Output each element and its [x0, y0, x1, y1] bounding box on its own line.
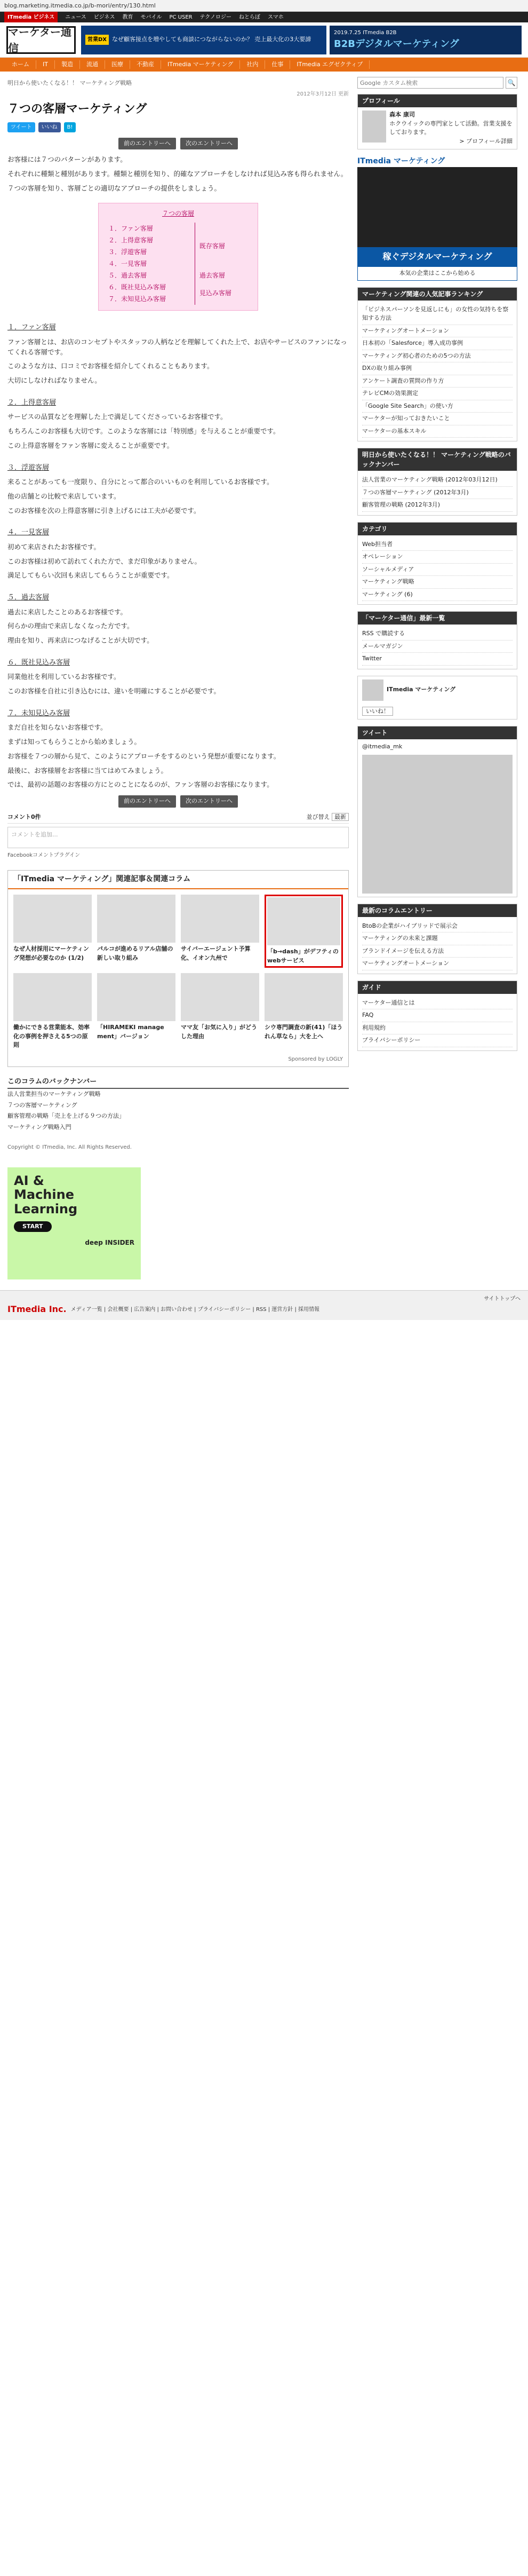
back-numbers [7, 1077, 349, 1133]
ad-line: Learning [14, 1201, 78, 1216]
nav-item[interactable]: ITmedia エグゼクティブ [290, 60, 370, 69]
guide-item[interactable]: マーケター通信とは [362, 997, 513, 1010]
related-thumb [181, 973, 259, 1021]
comment-plugin-label[interactable]: Facebookコメントプラグイン [7, 852, 81, 858]
breadcrumb[interactable] [7, 79, 349, 88]
ranking-item[interactable]: 「Google Site Search」の使い方 [362, 400, 513, 413]
tweet-image [362, 755, 513, 894]
ranking-box [357, 287, 517, 442]
topbar-item[interactable]: ねとらぼ [239, 14, 260, 20]
comments [7, 813, 349, 860]
related-card[interactable] [13, 895, 92, 968]
top-pager [7, 138, 349, 150]
related-card[interactable] [265, 973, 343, 1050]
related-title: 「ITmedia マーケティング」関連記事＆関連コラム [8, 871, 348, 889]
paragraph: お客様を７つの層から見て、このようにアプローチをするのという発想が重要になります。 [7, 752, 281, 760]
related-card-title: なぜ人材採用にマーケティング発想が必要なのか (1/2) [13, 945, 89, 961]
paragraph: 他の店舗との比較で来店しています。 [7, 492, 121, 500]
banner-b2b-small: 2019.7.25 ITmedia B2B [334, 29, 397, 36]
back-to-top[interactable]: サイトトップへ [484, 1296, 521, 1302]
topbar-highlight[interactable]: ITmedia ビジネス [4, 12, 58, 22]
customer-tiers-figure [98, 203, 258, 311]
section-3 [7, 463, 349, 516]
ranking-item[interactable]: テレビCMの効果測定 [362, 388, 513, 400]
related-card[interactable] [181, 973, 259, 1050]
tweet-account[interactable]: @itmedia_mk [362, 743, 403, 750]
breadcrumb-text: 明日から使いたくなる！！ マーケティング戦略 [7, 80, 132, 86]
topbar-item[interactable]: PC USER [169, 14, 193, 20]
related-thumb [267, 897, 340, 945]
back-number-link[interactable]: 法人営業担当のマーケティング戦略 [7, 1091, 101, 1097]
nav-item[interactable]: 不動産 [130, 60, 161, 69]
search-icon[interactable]: 🔍 [506, 77, 517, 89]
itm-ad-image [357, 167, 517, 247]
ranking-item[interactable]: マーケターの基本スキル [362, 425, 513, 438]
itmedia-topbar [0, 12, 528, 22]
related-thumb [265, 973, 343, 1021]
new-entry[interactable]: BtoBの企業がハイブリッドで展示会 [362, 920, 513, 933]
paragraph: それぞれに種類と種別があります。種類と種別を知り、的確なアプローチをしなければ見込み客も得られません。 [7, 169, 348, 178]
topbar-item[interactable]: テクノロジー [199, 14, 231, 20]
next-entry-button[interactable]: 次のエントリーへ [180, 795, 238, 808]
related-card[interactable] [13, 973, 92, 1050]
paragraph: 初めて来店されたお客様です。 [7, 542, 101, 551]
category-item[interactable]: Web担当者 [362, 539, 513, 551]
site-footer [0, 1290, 528, 1320]
share-buttons [7, 122, 349, 132]
ranking-title: マーケティング関連の人気記事ランキング [358, 288, 517, 301]
footer-logo[interactable]: ITmedia Inc. [7, 1304, 67, 1314]
related-thumb [13, 895, 92, 943]
related-card-title: パルコが進めるリアル店舗の新しい取り組み [97, 945, 173, 961]
section-heading: ７．未知見込み客層 [7, 709, 70, 717]
guide-item[interactable]: 利用規約 [362, 1022, 513, 1035]
ad-start-button[interactable]: START [14, 1221, 52, 1232]
copyright: Copyright © ITmedia, Inc. All Rights Reserved. [7, 1144, 132, 1150]
comment-sort-label: 並び替え [306, 813, 330, 820]
profile-desc: ホクウイックの専門家として活動。営業支援をしております。 [389, 120, 513, 136]
section-heading: ５．過去客層 [7, 594, 50, 602]
section-heading: ３．浮遊客層 [7, 463, 50, 472]
new-entry[interactable]: ブランドイメージを伝える方法 [362, 945, 513, 958]
profile-link[interactable]: > プロフィール詳細 [459, 137, 513, 145]
paragraph: では、最初の話題のお客様の方にとのことになるのが、ファン客層のお客様になります。 [7, 780, 274, 789]
banner-tag: 営業DX [85, 35, 109, 45]
ad-brand: deep INSIDER [85, 1239, 134, 1247]
nav-item[interactable]: ITmedia マーケティング [161, 60, 240, 69]
ranking-item[interactable]: マーケティング初心者のための5つの方法 [362, 350, 513, 363]
figure-row: ３．浮遊客層 [108, 248, 147, 256]
article-title: ７つの客層マーケティング [7, 102, 147, 116]
section-4 [7, 527, 349, 581]
back-number-link[interactable]: 顧客管理の戦略「売上を上げる９つの方法」 [7, 1112, 125, 1119]
fb-page-name[interactable]: ITmedia マーケティング [387, 686, 456, 693]
site-header [0, 22, 528, 58]
paragraph: この上得意客層をファン客層に変えることが重要です。 [7, 441, 174, 449]
search-input[interactable] [357, 77, 503, 89]
topbar-item[interactable]: 教育 [122, 14, 133, 20]
topbar-item[interactable]: ニュース [65, 14, 86, 20]
section-2 [7, 398, 349, 451]
nav-item[interactable]: ホーム [5, 60, 36, 69]
figure-group: 既存客層 [195, 223, 250, 270]
ad-line: Machine [14, 1187, 74, 1203]
topbar-item[interactable]: ビジネス [93, 14, 115, 20]
banner-text: なぜ顧客接点を増やしても商談につながらないのか？ 売上最大化の3大要諦 [112, 36, 311, 43]
tweet-button[interactable]: ツイート [7, 122, 35, 132]
backnum-title: 明日から使いたくなる！！ マーケティング戦略のバックナンバー [358, 448, 517, 471]
paragraph: まずは知ってもらうことから始めましょう。 [7, 738, 141, 746]
figure-row: ６．既社見込み客層 [108, 283, 166, 291]
comment-sort-value: 最新 [332, 813, 349, 821]
paragraph: このお客様は初めて訪れてくれた方で、まだ印象がありません。 [7, 557, 202, 565]
figure-group: 見込み客層 [195, 281, 250, 305]
category-box [357, 522, 517, 605]
facebook-box [357, 676, 517, 720]
section-heading: ４．一見客層 [7, 528, 50, 537]
itm-ad-sub: 本気の企業はここから始める [357, 266, 517, 281]
twitter-link[interactable]: Twitter [362, 653, 513, 666]
article-date: 2012年3月12日 更新 [297, 91, 349, 97]
guide-item[interactable]: FAQ [362, 1009, 513, 1022]
related-card[interactable] [97, 895, 175, 968]
avatar [362, 110, 386, 143]
rss-link[interactable]: RSS で購読する [362, 628, 513, 641]
related-card-title: ママ友「お気に入り」がどうした理由 [181, 1024, 257, 1040]
fb-like-button[interactable]: いいね！ [362, 707, 393, 716]
site-logo-text: マーケター通信 [8, 25, 71, 54]
banner-b2b[interactable] [330, 26, 522, 54]
itm-ad-headline: 稼ぐデジタルマーケティング [357, 247, 517, 266]
back-number-link[interactable]: マーケティング戦略入門 [7, 1123, 71, 1131]
section-heading: １．ファン客層 [7, 323, 56, 332]
ranking-item[interactable]: アンケート調査の質問の作り方 [362, 375, 513, 388]
nav-item[interactable]: 医療 [105, 60, 130, 69]
paragraph: もちろんこのお客様も大切です。このような客層には「特別感」を与えることが重要です。 [7, 427, 280, 435]
bottom-pager [7, 795, 349, 808]
paragraph: 最後に、お客様層をお客様に当てはめてみましょう。 [7, 766, 168, 775]
ranking-item[interactable]: DXの取り組み事例 [362, 362, 513, 375]
related-thumb [181, 895, 259, 943]
topbar-item[interactable]: スマホ [268, 14, 284, 20]
guide-item[interactable]: プライバシーポリシー [362, 1034, 513, 1047]
figure-row: ２．上得意客層 [108, 236, 154, 244]
next-entry-button[interactable]: 次のエントリーへ [180, 138, 238, 150]
figure-row: ５．過去客層 [108, 272, 147, 280]
backnum-box [357, 448, 517, 516]
banner-b2b-big: B2Bデジタルマーケティング [334, 38, 459, 50]
new-entries-title: 最新のコラムエントリー [358, 904, 517, 917]
sidebar [357, 77, 517, 1285]
topbar-item[interactable]: モバイル [140, 14, 162, 20]
section-1 [7, 322, 349, 386]
ranking-item[interactable]: マーケターが知っておきたいこと [362, 413, 513, 425]
backnum-item[interactable]: ７つの客層マーケティング (2012年3月) [362, 487, 513, 500]
related-articles [7, 870, 349, 1067]
paragraph: サービスの品質などを理解した上で満足してくださっているお客様です。 [7, 413, 227, 421]
paragraph: ファン客層とは、お店のコンセプトやスタッフの人柄などを理解してくれた上で、お店やサービスのファンになってくれる客層です。 [7, 337, 347, 356]
new-entry[interactable]: マーケティングの未来と課題 [362, 933, 513, 945]
category-item[interactable]: ソーシャルメディア [362, 564, 513, 576]
paragraph: 過去に来店したことのあるお客様です。 [7, 607, 127, 616]
section-heading: ６．既社見込み客層 [7, 658, 70, 667]
flash-title: 「マーケター通信」最新一覧 [358, 612, 517, 625]
back-number-link[interactable]: ７つの客層マーケティング [7, 1101, 77, 1109]
fb-avatar [362, 679, 383, 701]
prev-entry-button[interactable]: 前のエントリーへ [118, 795, 176, 808]
like-button[interactable]: いいね [38, 122, 61, 132]
section-5 [7, 592, 349, 646]
paragraph: 理由を知り、再来店につなげることが大切です。 [7, 636, 154, 644]
footer-links[interactable]: メディア一覧 | 会社概要 | 広告案内 | お問い合わせ | プライバシーポリシー | RSS | 運営方針 | 採用情報 [70, 1306, 320, 1313]
tweets-title: ツイート [358, 726, 517, 739]
article-body [7, 155, 349, 790]
ad-line: AI & [14, 1173, 44, 1188]
related-card-title: 働かにできる営業能本、効率化の事例を押さえる5つの原則 [13, 1024, 90, 1048]
new-entries-box [357, 904, 517, 974]
browser-url-bar[interactable] [0, 0, 528, 12]
main-nav [0, 58, 528, 72]
paragraph: お客様には７つのパターンがあります。 [7, 155, 127, 163]
category-item[interactable]: マーケティング (6) [362, 589, 513, 602]
flash-box [357, 611, 517, 669]
itmedia-ad[interactable] [357, 156, 517, 281]
site-search [357, 77, 517, 89]
figure-row: ７．未知見込み客層 [108, 295, 166, 303]
url-text: blog.marketing.itmedia.co.jp/b-mori/entry/130.html [4, 2, 156, 9]
backnum-item[interactable]: 法人営業のマーケティング戦略 (2012年03月12日) [362, 474, 513, 487]
back-numbers-title: このコラムのバックナンバー [7, 1077, 349, 1089]
article-main [7, 77, 349, 1285]
sponsored-label: Sponsored by LOGLY [288, 1056, 343, 1062]
related-card[interactable] [181, 895, 259, 968]
figure-group: 過去客層 [195, 270, 250, 281]
nav-item[interactable]: 仕事 [265, 60, 290, 69]
paragraph: このような方は、口コミでお客様を紹介してくれることもあります。 [7, 362, 214, 370]
paragraph: ７つの客層を知り、客層ごとの適切なアプローチの提供をしましょう。 [7, 184, 221, 192]
section-6 [7, 658, 349, 697]
guide-box [357, 981, 517, 1051]
related-card-title: 「b→dash」がデフティのwebサービス [267, 948, 339, 964]
ranking-item[interactable]: マーケティングオートメーション [362, 325, 513, 338]
comment-input[interactable]: コメントを追加... [7, 827, 349, 848]
paragraph: 大切にしなければなりません。 [7, 376, 101, 384]
section-heading: ２．上得意客層 [7, 398, 57, 407]
prev-entry-button[interactable]: 前のエントリーへ [118, 138, 176, 150]
nav-item[interactable]: 製造 [55, 60, 80, 69]
category-item[interactable]: マーケティング戦略 [362, 576, 513, 589]
related-thumb [13, 973, 92, 1021]
guide-title: ガイド [358, 981, 517, 994]
hatena-button[interactable]: B! [64, 122, 76, 132]
related-thumb [97, 973, 175, 1021]
figure-title: ７つの客層 [162, 210, 194, 218]
figure-row: １．ファン客層 [108, 225, 153, 233]
related-card-title: シウ専門調査の新(41)「ほうれん草なら」大を上へ [265, 1024, 343, 1040]
header-banner [81, 26, 522, 54]
profile-box [357, 94, 517, 149]
new-entry[interactable]: マーケティングオートメーション [362, 958, 513, 970]
ranking-item[interactable]: 「ビジネスパーソンを見返しにも」の女性の気持ちを察知する方法 [362, 304, 513, 325]
paragraph: このお客様を自社に引き込むには、違いを明確にすることが必要です。 [7, 687, 221, 695]
twitter-box [357, 726, 517, 897]
paragraph: まだ自社を知らないお客様です。 [7, 723, 107, 732]
site-logo[interactable] [6, 26, 76, 54]
related-thumb [97, 895, 175, 943]
category-title: カテゴリ [358, 523, 517, 535]
related-card-highlighted[interactable] [265, 895, 343, 968]
backnum-item[interactable]: 顧客管理の戦略 (2012年3月) [362, 499, 513, 512]
related-card-title: サイバーエージェント予算化、イオン九州で [181, 945, 251, 961]
ai-ml-ad[interactable] [7, 1167, 141, 1279]
nav-item[interactable]: IT [36, 60, 55, 69]
mailmag-link[interactable]: メールマガジン [362, 641, 513, 653]
paragraph: 来ることがあっても一度限り、自分にとって都合のいいものを利用しているお客様です。 [7, 478, 274, 486]
ranking-item[interactable]: 日本初の「Salesforce」導入成功事例 [362, 337, 513, 350]
paragraph: 満足してもらい次回も来店してもらうことが重要です。 [7, 571, 174, 580]
profile-title: プロフィール [358, 94, 517, 107]
related-card-title: 「HIRAMEKI manage ment」バージョン [97, 1024, 164, 1040]
figure-row: ４．一見客層 [108, 260, 147, 268]
nav-item[interactable]: 流通 [80, 60, 105, 69]
itm-ad-brand: ITmedia マーケティング [357, 157, 445, 165]
paragraph: 何らかの理由で来店しなくなった方です。 [7, 622, 134, 630]
paragraph: 同業他社を利用しているお客様です。 [7, 673, 121, 681]
profile-name: 森本 康司 [389, 111, 415, 118]
comment-count: コメント0件 [7, 813, 41, 820]
figure-table [106, 223, 250, 305]
paragraph: このお客様を次の上得意客層に引き上げるには工夫が必要です。 [7, 506, 201, 515]
section-7 [7, 708, 349, 747]
banner-sales-dx[interactable] [81, 26, 326, 54]
category-item[interactable]: オペレーション [362, 551, 513, 564]
nav-item[interactable]: 社内 [240, 60, 265, 69]
related-card[interactable] [97, 973, 175, 1050]
comment-sort[interactable] [307, 813, 349, 822]
